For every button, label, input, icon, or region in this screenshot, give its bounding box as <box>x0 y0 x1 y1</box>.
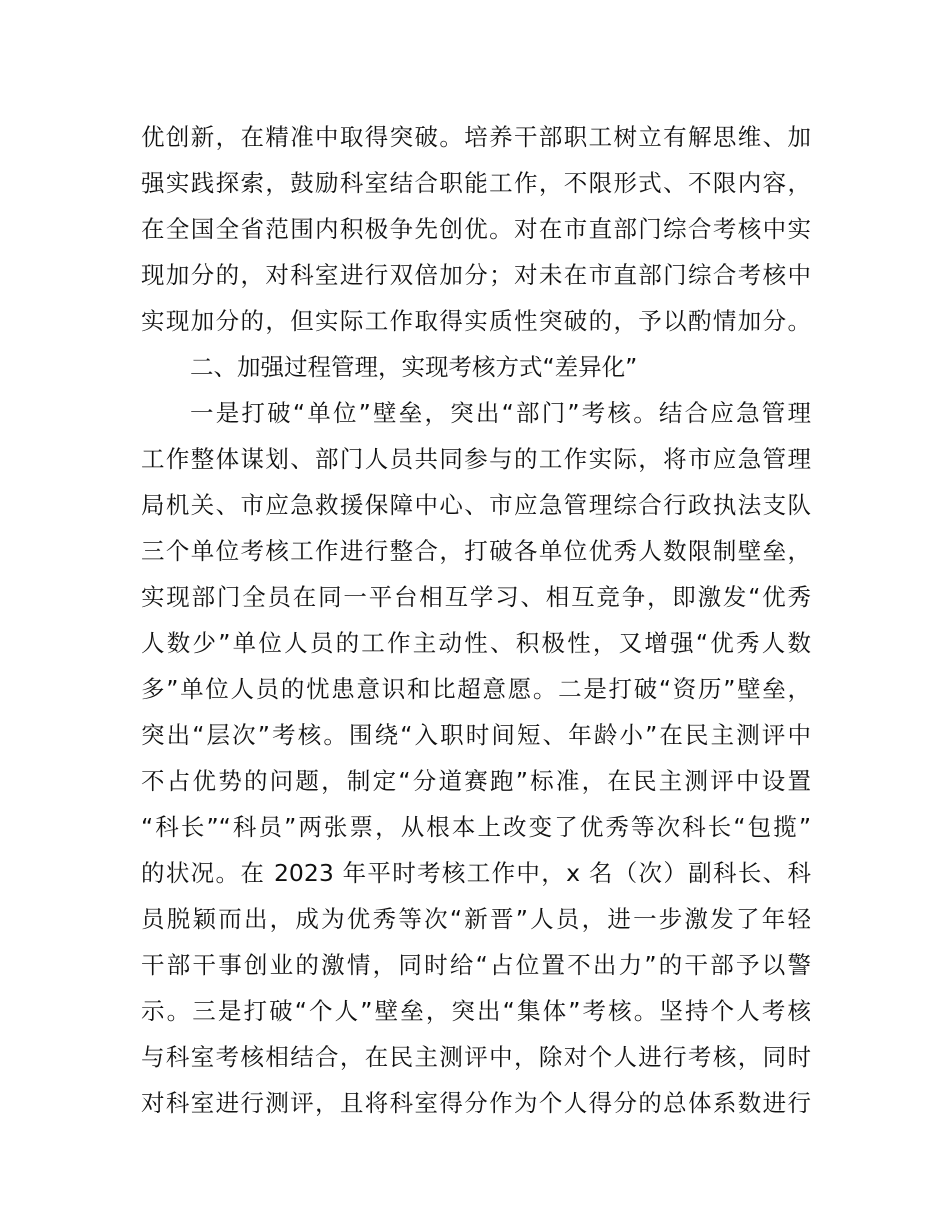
paragraph-2-line-8: 突出“层次”考核。围绕“入职时间短、年龄小”在民主测评中 <box>141 721 811 749</box>
paragraph-2-line-12: 员脱颖而出，成为优秀等次“新晋”人员，进一步激发了年轻 <box>141 905 811 933</box>
paragraph-2-line-16: 对科室进行测评，且将科室得分作为个人得分的总体系数进行 <box>141 1089 811 1117</box>
paragraph-2-line-7: 多”单位人员的忧患意识和比超意愿。二是打破“资历”壁垒， <box>141 675 811 703</box>
paragraph-2-line-15: 与科室考核相结合，在民主测评中，除对个人进行考核，同时 <box>141 1043 811 1071</box>
paragraph-1-line-4: 现加分的，对科室进行双倍加分；对未在市直部门综合考核中 <box>141 261 811 289</box>
paragraph-2-line-3: 局机关、市应急救援保障中心、市应急管理综合行政执法支队 <box>141 491 811 519</box>
paragraph-1-line-3: 在全国全省范围内积极争先创优。对在市直部门综合考核中实 <box>141 215 811 243</box>
paragraph-2-line-5: 实现部门全员在同一平台相互学习、相互竞争，即激发“优秀 <box>141 583 811 611</box>
paragraph-2-line-1: 一是打破“单位”壁垒，突出“部门”考核。结合应急管理 <box>190 399 811 427</box>
section-heading: 二、加强过程管理，实现考核方式“差异化” <box>190 353 638 381</box>
paragraph-2-line-11: 的状况。在 2023 年平时考核工作中，x 名（次）副科长、科 <box>141 859 811 887</box>
paragraph-2-line-13: 干部干事创业的激情，同时给“占位置不出力”的干部予以警 <box>141 951 811 979</box>
paragraph-2-line-4: 三个单位考核工作进行整合，打破各单位优秀人数限制壁垒， <box>141 537 811 565</box>
paragraph-2-line-6: 人数少”单位人员的工作主动性、积极性，又增强“优秀人数 <box>141 629 811 657</box>
paragraph-1-line-2: 强实践探索，鼓励科室结合职能工作，不限形式、不限内容， <box>141 169 811 197</box>
paragraph-1-line-5: 实现加分的，但实际工作取得实质性突破的，予以酌情加分。 <box>141 307 811 335</box>
paragraph-2-line-9: 不占优势的问题，制定“分道赛跑”标准，在民主测评中设置 <box>141 767 811 795</box>
paragraph-2-line-10: “科长”“科员”两张票，从根本上改变了优秀等次科长“包揽” <box>141 813 811 841</box>
paragraph-1-line-1: 优创新，在精准中取得突破。培养干部职工树立有解思维、加 <box>141 123 811 151</box>
paragraph-2-line-2: 工作整体谋划、部门人员共同参与的工作实际，将市应急管理 <box>141 445 811 473</box>
paragraph-2-line-14: 示。三是打破“个人”壁垒，突出“集体”考核。坚持个人考核 <box>141 997 811 1025</box>
